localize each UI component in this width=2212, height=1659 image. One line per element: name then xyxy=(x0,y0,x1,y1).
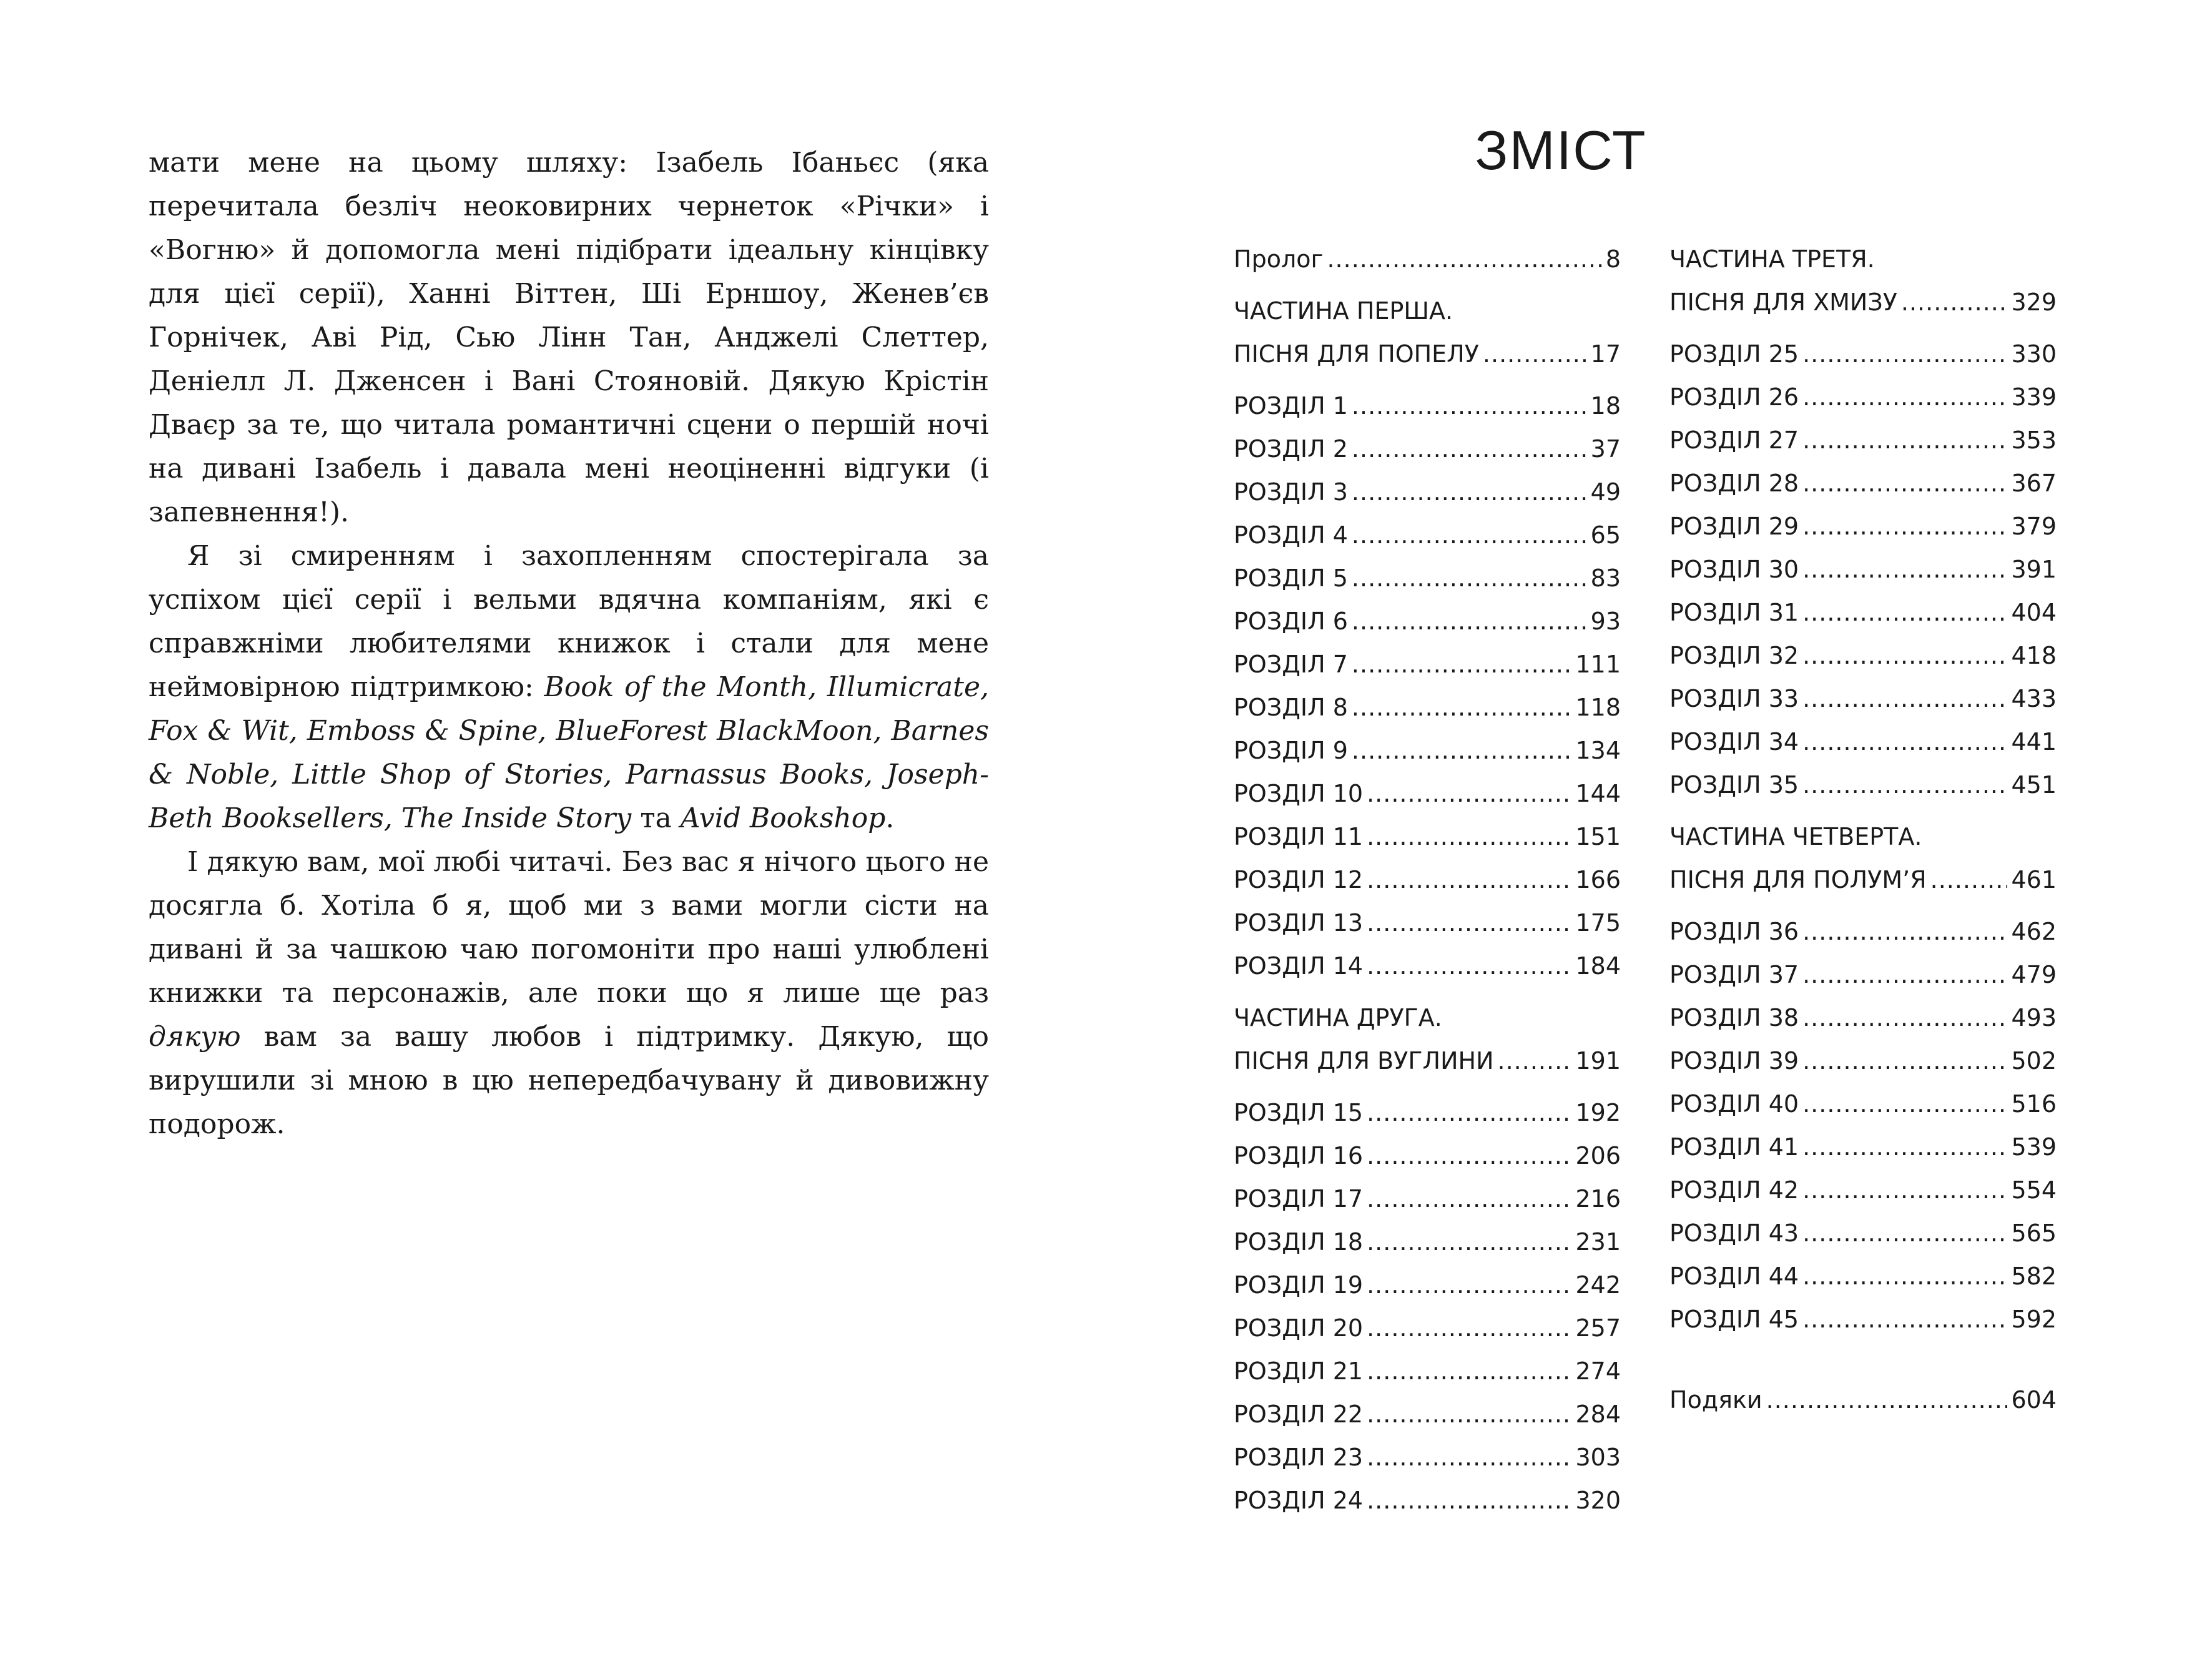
dot-leader xyxy=(1802,1126,2007,1169)
toc-entry-page: 339 xyxy=(2011,383,2057,411)
toc-part-3[interactable] xyxy=(1669,238,2057,324)
toc-entry-label: РОЗДІЛ 27 xyxy=(1669,426,1799,454)
toc-entry-label: РОЗДІЛ 44 xyxy=(1669,1263,1799,1290)
toc-entry-label: РОЗДІЛ 14 xyxy=(1234,952,1364,980)
dot-leader xyxy=(1367,1307,1571,1350)
dot-leader xyxy=(1327,238,1601,281)
toc-entry-page: 49 xyxy=(1590,478,1621,506)
toc-entry-label: РОЗДІЛ 17 xyxy=(1234,1185,1364,1213)
toc-entry-label: РОЗДІЛ 6 xyxy=(1234,608,1348,635)
toc-entry-chapter[interactable] xyxy=(1669,677,2057,721)
toc-entry-page: 493 xyxy=(2011,1004,2057,1031)
toc-entry-chapter[interactable] xyxy=(1234,772,1621,815)
toc-entry-chapter[interactable] xyxy=(1234,686,1621,729)
paragraph-3-start: І дякую вам, мої любі читачі. Без вас я нічого цього не досягла б. Хотіла б я, щоб ми з вами могли сісти на дивані й за чашкою чаю погомоніти про наші улюблені книжки та персонажів, але поки що я лише ще раз xyxy=(149,846,989,1009)
toc-entry-page: 479 xyxy=(2011,961,2057,988)
part-1-chapter-list xyxy=(1234,385,1621,988)
dot-leader xyxy=(1352,686,1572,729)
toc-part-title: ЧАСТИНА ТРЕТЯ. xyxy=(1669,245,1875,273)
toc-entry-page: 353 xyxy=(2011,426,2057,454)
toc-entry-chapter[interactable] xyxy=(1669,764,2057,807)
toc-entry-label: РОЗДІЛ 3 xyxy=(1234,478,1348,506)
dot-leader xyxy=(1802,764,2007,807)
dot-leader xyxy=(1802,953,2007,997)
toc-entry-page: 191 xyxy=(1575,1047,1621,1075)
toc-entry-page: 451 xyxy=(2011,771,2057,799)
paragraph-2-italic-2: Avid Bookshop xyxy=(680,802,886,834)
dot-leader xyxy=(1802,1255,2007,1298)
dot-leader xyxy=(1930,859,2008,902)
toc-entry-page: 367 xyxy=(2011,470,2057,497)
dot-leader xyxy=(1802,721,2007,764)
dot-leader xyxy=(1802,1083,2007,1126)
toc-entry-page: 303 xyxy=(1575,1444,1621,1471)
dot-leader xyxy=(1352,729,1572,772)
toc-entry-page: 539 xyxy=(2011,1133,2057,1161)
dot-leader xyxy=(1352,471,1587,514)
toc-entry-chapter[interactable] xyxy=(1234,902,1621,945)
dot-leader xyxy=(1367,1221,1571,1264)
dot-leader xyxy=(1802,677,2007,721)
dot-leader xyxy=(1802,1169,2007,1212)
paragraph-3-end: вам за вашу любов і підтримку. Дякую, що вирушили зі мною в цю непередбачувану й дивовижну подорож. xyxy=(149,1021,989,1140)
toc-entry-chapter[interactable] xyxy=(1234,815,1621,859)
toc-part-subtitle: ПІСНЯ ДЛЯ ХМИЗУ xyxy=(1669,288,1897,316)
toc-entry-chapter[interactable] xyxy=(1234,1135,1621,1178)
toc-entry-page: 502 xyxy=(2011,1047,2057,1075)
toc-entry-chapter[interactable] xyxy=(1234,557,1621,600)
dot-leader xyxy=(1367,772,1571,815)
toc-entry-page: 216 xyxy=(1575,1185,1621,1213)
part-4-chapter-list xyxy=(1669,910,2057,1341)
dot-leader xyxy=(1802,419,2007,462)
toc-part-2[interactable] xyxy=(1234,997,1621,1083)
toc-entry-page: 565 xyxy=(2011,1219,2057,1247)
toc-entry-label: РОЗДІЛ 29 xyxy=(1669,513,1799,540)
dot-leader xyxy=(1367,815,1571,859)
dot-leader xyxy=(1802,910,2007,953)
toc-entry-label: РОЗДІЛ 20 xyxy=(1234,1314,1364,1342)
toc-entry-label: РОЗДІЛ 30 xyxy=(1669,556,1799,583)
toc-part-subtitle: ПІСНЯ ДЛЯ ВУГЛИНИ xyxy=(1234,1047,1494,1075)
toc-entry-prologue[interactable] xyxy=(1234,238,1621,281)
dot-leader xyxy=(1367,902,1571,945)
toc-entry-page: 441 xyxy=(2011,728,2057,756)
toc-entry-label: Подяки xyxy=(1669,1386,1762,1414)
part-3-chapter-list xyxy=(1669,333,2057,807)
dot-leader xyxy=(1498,1040,1572,1083)
paragraph-2-start: Я зі смиренням і захопленням спостерігала за успіхом цієї серії і вельми вдячна компаніям, які є справжніми любителями книжок і стали для мене неймовірною підтримкою: xyxy=(149,540,989,703)
toc-entry-page: 231 xyxy=(1575,1228,1621,1256)
dot-leader xyxy=(1352,385,1587,428)
toc-entry-label: РОЗДІЛ 13 xyxy=(1234,909,1364,937)
toc-entry-label: РОЗДІЛ 42 xyxy=(1669,1176,1799,1204)
toc-entry-chapter[interactable] xyxy=(1669,1298,2057,1341)
dot-leader xyxy=(1802,634,2007,677)
toc-entry-chapter[interactable] xyxy=(1234,1393,1621,1436)
toc-entry-page: 83 xyxy=(1590,564,1621,592)
toc-entry-page: 582 xyxy=(2011,1263,2057,1290)
toc-entry-label: РОЗДІЛ 23 xyxy=(1234,1444,1364,1471)
toc-entry-chapter[interactable] xyxy=(1669,634,2057,677)
toc-entry-acknowledgements[interactable] xyxy=(1669,1379,2057,1422)
paragraph-1: мати мене на цьому шляху: Ізабель Ібаньєс (яка перечитала безліч неоковирних чернеток «Річки» і «Вогню» й допомогла мені підібрати ідеальну кінцівку для цієї серії), Ханні Віттен, Ші Ерншоу, Женев’єв Горнічек, Аві Рід, Сью Лінн Тан, Анджелі Слеттер, Деніелл Л. Дженсен і Вані Стояновій. Дякую Крістін Дваєр за те, що читала романтичні сцени о першій ночі на дивані Ізабель і давала мені неоціненні відгуки (і запевнення!). xyxy=(149,147,989,528)
paragraph-3 xyxy=(149,840,989,1146)
toc-entry-chapter[interactable] xyxy=(1234,471,1621,514)
toc-entry-chapter[interactable] xyxy=(1234,1178,1621,1221)
toc-entry-label: Пролог xyxy=(1234,245,1324,273)
toc-entry-label: РОЗДІЛ 39 xyxy=(1669,1047,1799,1075)
toc-entry-chapter[interactable] xyxy=(1234,1307,1621,1350)
toc-entry-chapter[interactable] xyxy=(1234,1221,1621,1264)
toc-entry-label: РОЗДІЛ 28 xyxy=(1669,470,1799,497)
dot-leader xyxy=(1367,1350,1571,1393)
toc-entry-page: 257 xyxy=(1575,1314,1621,1342)
toc-entry-label: РОЗДІЛ 8 xyxy=(1234,694,1348,721)
toc-entry-page: 134 xyxy=(1575,737,1621,764)
toc-entry-label: РОЗДІЛ 4 xyxy=(1234,521,1348,549)
toc-column-2 xyxy=(1669,238,2057,1422)
toc-entry-page: 516 xyxy=(2011,1090,2057,1118)
toc-entry-chapter[interactable] xyxy=(1234,1264,1621,1307)
toc-entry-page: 17 xyxy=(1590,340,1621,368)
dot-leader xyxy=(1352,643,1572,686)
toc-entry-page: 391 xyxy=(2011,556,2057,583)
toc-entry-chapter[interactable] xyxy=(1234,859,1621,902)
toc-part-subtitle: ПІСНЯ ДЛЯ ПОПЕЛУ xyxy=(1234,340,1479,368)
toc-entry-page: 118 xyxy=(1575,694,1621,721)
dot-leader xyxy=(1901,281,2008,324)
toc-entry-chapter[interactable] xyxy=(1234,514,1621,557)
toc-entry-label: РОЗДІЛ 2 xyxy=(1234,435,1348,463)
dot-leader xyxy=(1367,1436,1571,1479)
toc-title: ЗМІСТ xyxy=(1475,119,1647,181)
toc-entry-label: РОЗДІЛ 41 xyxy=(1669,1133,1799,1161)
toc-entry-chapter[interactable] xyxy=(1234,1436,1621,1479)
toc-entry-page: 330 xyxy=(2011,340,2057,368)
paragraph-2-end: . xyxy=(885,802,895,834)
acknowledgements-text xyxy=(149,141,989,1146)
toc-entry-chapter[interactable] xyxy=(1669,462,2057,505)
toc-entry-chapter[interactable] xyxy=(1669,376,2057,419)
toc-entry-chapter[interactable] xyxy=(1234,945,1621,988)
toc-entry-label: РОЗДІЛ 34 xyxy=(1669,728,1799,756)
toc-entry-chapter[interactable] xyxy=(1234,600,1621,643)
toc-entry-label: РОЗДІЛ 22 xyxy=(1234,1401,1364,1428)
part-2-chapter-list xyxy=(1234,1091,1621,1522)
toc-entry-chapter[interactable] xyxy=(1669,1212,2057,1255)
toc-entry-label: РОЗДІЛ 15 xyxy=(1234,1099,1364,1126)
toc-entry-chapter[interactable] xyxy=(1234,729,1621,772)
toc-entry-chapter[interactable] xyxy=(1669,953,2057,997)
dot-leader xyxy=(1802,333,2007,376)
toc-entry-page: 404 xyxy=(2011,599,2057,626)
toc-entry-page: 433 xyxy=(2011,685,2057,712)
dot-leader xyxy=(1802,591,2007,634)
dot-leader xyxy=(1802,1298,2007,1341)
toc-entry-label: РОЗДІЛ 19 xyxy=(1234,1271,1364,1299)
toc-entry-chapter[interactable] xyxy=(1234,385,1621,428)
toc-entry-page: 175 xyxy=(1575,909,1621,937)
toc-entry-label: РОЗДІЛ 10 xyxy=(1234,780,1364,807)
toc-entry-label: РОЗДІЛ 5 xyxy=(1234,564,1348,592)
toc-entry-page: 166 xyxy=(1575,866,1621,893)
dot-leader xyxy=(1352,557,1587,600)
toc-part-1[interactable] xyxy=(1234,290,1621,376)
dot-leader xyxy=(1367,1135,1571,1178)
dot-leader xyxy=(1802,548,2007,591)
toc-entry-chapter[interactable] xyxy=(1669,505,2057,548)
toc-part-4[interactable] xyxy=(1669,815,2057,902)
toc-entry-label: РОЗДІЛ 36 xyxy=(1669,918,1799,945)
toc-entry-page: 65 xyxy=(1590,521,1621,549)
dot-leader xyxy=(1483,333,1587,376)
toc-entry-page: 461 xyxy=(2011,866,2057,893)
dot-leader xyxy=(1367,859,1571,902)
toc-entry-label: РОЗДІЛ 9 xyxy=(1234,737,1348,764)
toc-entry-page: 284 xyxy=(1575,1401,1621,1428)
toc-entry-chapter[interactable] xyxy=(1669,997,2057,1040)
dot-leader xyxy=(1802,1212,2007,1255)
dot-leader xyxy=(1367,1393,1571,1436)
toc-entry-chapter[interactable] xyxy=(1669,1169,2057,1212)
dot-leader xyxy=(1352,514,1587,557)
toc-entry-page: 320 xyxy=(1575,1487,1621,1514)
toc-entry-label: РОЗДІЛ 26 xyxy=(1669,383,1799,411)
toc-entry-label: РОЗДІЛ 32 xyxy=(1669,642,1799,669)
dot-leader xyxy=(1367,1264,1571,1307)
toc-entry-label: РОЗДІЛ 16 xyxy=(1234,1142,1364,1169)
toc-entry-page: 8 xyxy=(1605,245,1621,273)
toc-entry-label: РОЗДІЛ 12 xyxy=(1234,866,1364,893)
toc-entry-chapter[interactable] xyxy=(1234,1091,1621,1135)
dot-leader xyxy=(1802,376,2007,419)
dot-leader xyxy=(1802,1040,2007,1083)
dot-leader xyxy=(1352,428,1587,471)
toc-entry-label: РОЗДІЛ 40 xyxy=(1669,1090,1799,1118)
toc-entry-page: 554 xyxy=(2011,1176,2057,1204)
toc-entry-label: РОЗДІЛ 7 xyxy=(1234,651,1348,678)
paragraph-2 xyxy=(149,534,989,840)
toc-entry-page: 379 xyxy=(2011,513,2057,540)
paragraph-2-mid: та xyxy=(631,802,681,834)
toc-entry-chapter[interactable] xyxy=(1669,1126,2057,1169)
toc-entry-chapter[interactable] xyxy=(1234,428,1621,471)
dot-leader xyxy=(1766,1379,2008,1422)
dot-leader xyxy=(1802,505,2007,548)
toc-entry-page: 604 xyxy=(2011,1386,2057,1414)
toc-entry-label: РОЗДІЛ 38 xyxy=(1669,1004,1799,1031)
toc-entry-chapter[interactable] xyxy=(1669,333,2057,376)
toc-entry-page: 592 xyxy=(2011,1306,2057,1333)
toc-entry-page: 329 xyxy=(2011,288,2057,316)
toc-entry-chapter[interactable] xyxy=(1234,1350,1621,1393)
toc-entry-page: 184 xyxy=(1575,952,1621,980)
toc-column-1 xyxy=(1234,238,1621,1522)
toc-entry-page: 111 xyxy=(1575,651,1621,678)
toc-entry-label: РОЗДІЛ 37 xyxy=(1669,961,1799,988)
toc-entry-page: 192 xyxy=(1575,1099,1621,1126)
toc-entry-chapter[interactable] xyxy=(1234,1479,1621,1522)
dot-leader xyxy=(1802,997,2007,1040)
toc-entry-label: РОЗДІЛ 35 xyxy=(1669,771,1799,799)
toc-entry-label: РОЗДІЛ 33 xyxy=(1669,685,1799,712)
toc-entry-page: 18 xyxy=(1590,392,1621,420)
toc-entry-label: РОЗДІЛ 25 xyxy=(1669,340,1799,368)
toc-entry-label: РОЗДІЛ 45 xyxy=(1669,1306,1799,1333)
toc-entry-chapter[interactable] xyxy=(1669,1040,2057,1083)
toc-entry-page: 418 xyxy=(2011,642,2057,669)
dot-leader xyxy=(1802,462,2007,505)
dot-leader xyxy=(1367,1091,1571,1135)
toc-entry-page: 37 xyxy=(1590,435,1621,463)
toc-part-title: ЧАСТИНА ДРУГА. xyxy=(1234,1004,1442,1031)
toc-entry-label: РОЗДІЛ 24 xyxy=(1234,1487,1364,1514)
toc-entry-label: РОЗДІЛ 1 xyxy=(1234,392,1348,420)
toc-part-title: ЧАСТИНА ПЕРША. xyxy=(1234,297,1453,325)
toc-entry-chapter[interactable] xyxy=(1669,1083,2057,1126)
toc-entry-label: РОЗДІЛ 31 xyxy=(1669,599,1799,626)
dot-leader xyxy=(1367,945,1571,988)
toc-entry-page: 144 xyxy=(1575,780,1621,807)
toc-entry-label: РОЗДІЛ 11 xyxy=(1234,823,1364,850)
toc-part-subtitle: ПІСНЯ ДЛЯ ПОЛУМ’Я xyxy=(1669,866,1927,893)
toc-entry-page: 151 xyxy=(1575,823,1621,850)
toc-entry-page: 462 xyxy=(2011,918,2057,945)
toc-entry-chapter[interactable] xyxy=(1234,643,1621,686)
toc-entry-page: 242 xyxy=(1575,1271,1621,1299)
paragraph-3-italic: дякую xyxy=(149,1021,241,1053)
dot-leader xyxy=(1367,1479,1571,1522)
toc-entry-chapter[interactable] xyxy=(1669,419,2057,462)
dot-leader xyxy=(1367,1178,1571,1221)
toc-entry-page: 206 xyxy=(1575,1142,1621,1169)
toc-entry-chapter[interactable] xyxy=(1669,721,2057,764)
dot-leader xyxy=(1352,600,1587,643)
paragraph-2-italic: Book of the Month, Illumicrate, Fox & Wit, Emboss & Spine, BlueForest BlackMoon, Barnes & Noble, Little Shop of Stories, Parnassus Books, Joseph-Beth Booksellers, The Inside Story xyxy=(149,671,989,834)
toc-entry-chapter[interactable] xyxy=(1669,910,2057,953)
toc-part-title: ЧАСТИНА ЧЕТВЕРТА. xyxy=(1669,823,1922,850)
toc-entry-chapter[interactable] xyxy=(1669,591,2057,634)
toc-entry-page: 274 xyxy=(1575,1357,1621,1385)
toc-entry-label: РОЗДІЛ 18 xyxy=(1234,1228,1364,1256)
toc-entry-chapter[interactable] xyxy=(1669,548,2057,591)
toc-entry-label: РОЗДІЛ 21 xyxy=(1234,1357,1364,1385)
toc-entry-label: РОЗДІЛ 43 xyxy=(1669,1219,1799,1247)
toc-entry-page: 93 xyxy=(1590,608,1621,635)
toc-entry-chapter[interactable] xyxy=(1669,1255,2057,1298)
